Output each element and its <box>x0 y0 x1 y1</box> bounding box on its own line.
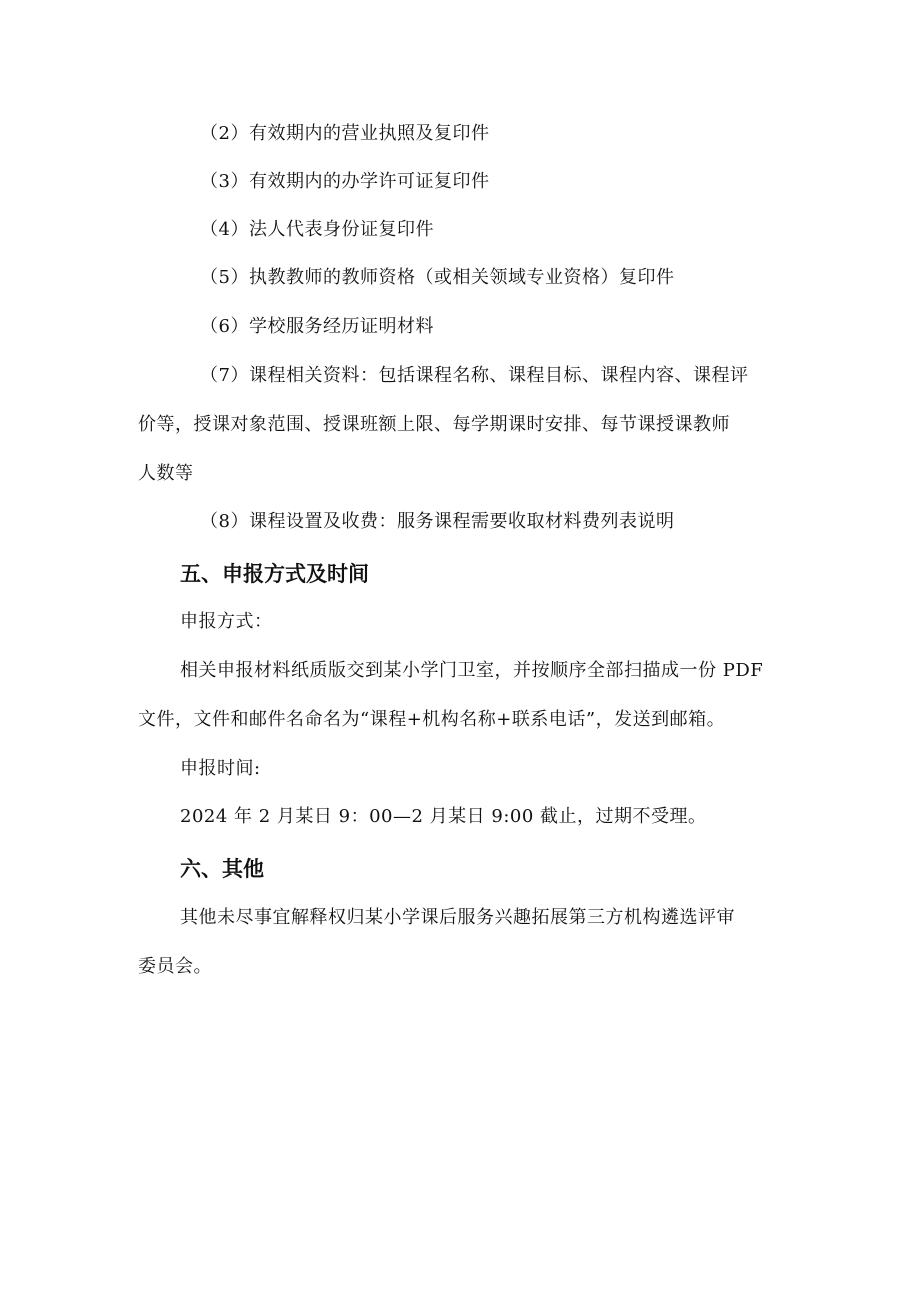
method-text-line-2: 文件，文件和邮件名命名为“课程+机构名称+联系电话”，发送到邮箱。 <box>138 709 726 730</box>
list-item-4: （4）法人代表身份证复印件 <box>200 219 434 240</box>
other-text-line-2: 委员会。 <box>138 956 212 977</box>
section-6-heading: 六、其他 <box>180 857 264 881</box>
list-item-7-line-2: 价等，授课对象范围、授课班额上限、每学期课时安排、每节课授课教师 <box>138 414 730 435</box>
list-item-2: （2）有效期内的营业执照及复印件 <box>200 123 490 144</box>
other-text-line-1: 其他未尽事宜解释权归某小学课后服务兴趣拓展第三方机构遴选评审 <box>180 907 735 928</box>
list-item-8: （8）课程设置及收费：服务课程需要收取材料费列表说明 <box>200 511 675 532</box>
list-item-3: （3）有效期内的办学许可证复印件 <box>200 171 490 192</box>
list-item-7-line-1: （7）课程相关资料：包括课程名称、课程目标、课程内容、课程评 <box>200 365 749 386</box>
method-text-line-1: 相关申报材料纸质版交到某小学门卫室，并按顺序全部扫描成一份 PDF <box>180 660 764 681</box>
method-label: 申报方式： <box>180 611 273 632</box>
section-5-heading: 五、申报方式及时间 <box>180 562 369 586</box>
list-item-7-line-3: 人数等 <box>138 463 194 484</box>
time-text: 2024 年 2 月某日 9：00—2 月某日 9:00 截止，过期不受理。 <box>180 806 707 827</box>
list-item-6: （6）学校服务经历证明材料 <box>200 316 434 337</box>
time-label: 申报时间: <box>180 758 261 779</box>
list-item-5: （5）执教教师的教师资格（或相关领域专业资格）复印件 <box>200 267 675 288</box>
